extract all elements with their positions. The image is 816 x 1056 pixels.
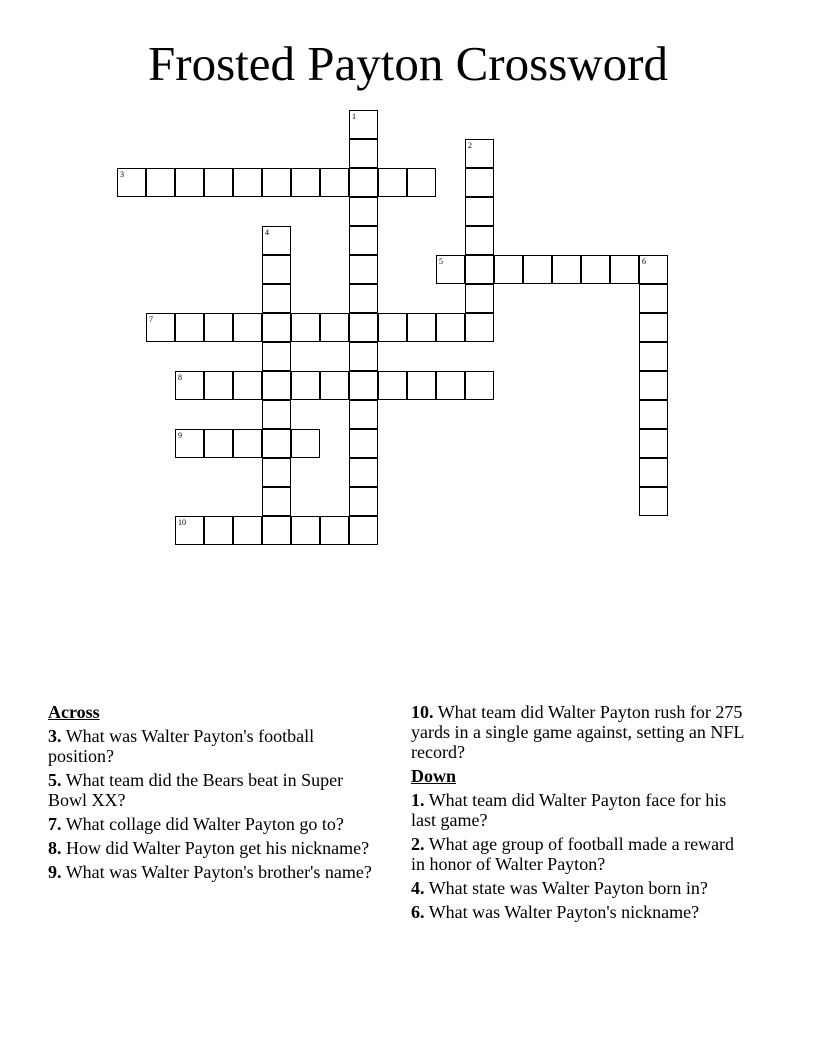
crossword-cell[interactable] [639,400,668,429]
clue-number: 9. [48,862,62,882]
crossword-cell[interactable] [407,313,436,342]
cell-number: 1 [352,112,356,121]
crossword-cell[interactable] [639,284,668,313]
crossword-cell[interactable] [117,168,146,197]
crossword-cell[interactable] [320,313,349,342]
crossword-cell[interactable] [204,516,233,545]
crossword-cell[interactable] [465,255,494,284]
clue-across-9 [48,862,378,882]
crossword-cell[interactable] [291,168,320,197]
crossword-cell[interactable] [639,255,668,284]
clue-number: 7. [48,814,62,834]
crossword-cell[interactable] [291,313,320,342]
crossword-cell[interactable] [175,371,204,400]
crossword-cell[interactable] [233,313,262,342]
crossword-cell[interactable] [610,255,639,284]
crossword-cell[interactable] [436,371,465,400]
crossword-cell[interactable] [175,516,204,545]
crossword-cell[interactable] [291,516,320,545]
crossword-cell[interactable] [262,487,291,516]
crossword-cell[interactable] [465,197,494,226]
clue-text: How did Walter Payton get his nickname? [66,838,370,858]
crossword-cell[interactable] [233,371,262,400]
crossword-cell[interactable] [262,342,291,371]
clue-number: 3. [48,726,62,746]
cell-number: 10 [178,518,186,527]
clue-across-10 [411,702,751,762]
clue-text: What team did Walter Payton face for his last game? [411,790,727,830]
crossword-cell[interactable] [262,168,291,197]
clue-text: What team did the Bears beat in Super Bowl XX? [48,770,344,810]
clue-text: What was Walter Payton's football position? [48,726,315,766]
crossword-cell[interactable] [639,458,668,487]
clue-number: 2. [411,834,425,854]
crossword-cell[interactable] [349,429,378,458]
crossword-cell[interactable] [639,371,668,400]
crossword-cell[interactable] [349,400,378,429]
cell-number: 4 [265,228,269,237]
clue-across-7 [48,814,378,834]
clue-down-2 [411,834,751,874]
crossword-cell[interactable] [349,284,378,313]
crossword-cell[interactable] [552,255,581,284]
crossword-cell[interactable] [436,313,465,342]
down-heading: Down [411,766,457,786]
crossword-cell[interactable] [523,255,552,284]
crossword-cell[interactable] [262,255,291,284]
crossword-cell[interactable] [233,516,262,545]
clue-across-5 [48,770,378,810]
crossword-cell[interactable] [291,371,320,400]
crossword-cell[interactable] [349,342,378,371]
cell-number: 6 [642,257,646,266]
crossword-cell[interactable] [320,168,349,197]
crossword-cell[interactable] [233,429,262,458]
clue-number: 6. [411,902,425,922]
crossword-cell[interactable] [262,313,291,342]
clue-across-8 [48,838,378,858]
crossword-cell[interactable] [262,226,291,255]
crossword-cell[interactable] [320,516,349,545]
cell-number: 8 [178,373,182,382]
crossword-cell[interactable] [349,226,378,255]
crossword-cell[interactable] [349,458,378,487]
clue-down-6 [411,902,751,922]
crossword-cell[interactable] [204,371,233,400]
clue-across-3 [48,726,378,766]
crossword-cell[interactable] [291,429,320,458]
crossword-cell[interactable] [378,313,407,342]
clue-number: 10. [411,702,434,722]
page-title: Frosted Payton Crossword [148,36,668,91]
crossword-cell[interactable] [204,168,233,197]
crossword-cell[interactable] [639,429,668,458]
crossword-cell[interactable] [349,110,378,139]
clues-right-column [411,702,751,926]
clue-number: 1. [411,790,425,810]
cell-number: 9 [178,431,182,440]
clue-text: What collage did Walter Payton go to? [65,814,344,834]
crossword-cell[interactable] [349,168,378,197]
crossword-cell[interactable] [233,168,262,197]
crossword-cell[interactable] [436,255,465,284]
clue-down-4 [411,878,751,898]
clue-text: What was Walter Payton's nickname? [428,902,700,922]
crossword-cell[interactable] [262,284,291,313]
crossword-cell[interactable] [378,371,407,400]
crossword-cell[interactable] [146,313,175,342]
crossword-cell[interactable] [349,371,378,400]
crossword-cell[interactable] [262,400,291,429]
crossword-cell[interactable] [349,139,378,168]
crossword-cell[interactable] [378,168,407,197]
crossword-cell[interactable] [204,313,233,342]
crossword-cell[interactable] [639,313,668,342]
crossword-cell[interactable] [465,139,494,168]
crossword-cell[interactable] [349,487,378,516]
crossword-cell[interactable] [494,255,523,284]
crossword-cell[interactable] [262,429,291,458]
crossword-cell[interactable] [465,371,494,400]
crossword-cell[interactable] [175,313,204,342]
crossword-cell[interactable] [581,255,610,284]
crossword-cell[interactable] [349,197,378,226]
crossword-cell[interactable] [465,313,494,342]
cell-number: 3 [120,170,124,179]
cell-number: 7 [149,315,153,324]
clue-text: What team did Walter Payton rush for 275 yards in a single game against, setting an NFL record? [411,702,744,762]
crossword-cell[interactable] [204,429,233,458]
crossword-cell[interactable] [639,342,668,371]
clue-number: 5. [48,770,62,790]
clue-number: 8. [48,838,62,858]
clue-text: What state was Walter Payton born in? [428,878,708,898]
crossword-cell[interactable] [407,371,436,400]
crossword-cell[interactable] [262,371,291,400]
clues-left-column [48,702,378,886]
crossword-cell[interactable] [175,168,204,197]
crossword-cell[interactable] [639,487,668,516]
crossword-cell[interactable] [146,168,175,197]
crossword-cell[interactable] [465,284,494,313]
clue-text: What age group of football made a reward in honor of Walter Payton? [411,834,735,874]
clue-number: 4. [411,878,425,898]
crossword-cell[interactable] [465,168,494,197]
crossword-cell[interactable] [262,458,291,487]
crossword-cell[interactable] [407,168,436,197]
crossword-cell[interactable] [349,255,378,284]
crossword-cell[interactable] [175,429,204,458]
cell-number: 5 [439,257,443,266]
crossword-cell[interactable] [349,516,378,545]
crossword-cell[interactable] [349,313,378,342]
clue-text: What was Walter Payton's brother's name? [65,862,372,882]
crossword-cell[interactable] [262,516,291,545]
cell-number: 2 [468,141,472,150]
across-heading: Across [48,702,100,722]
crossword-cell[interactable] [465,226,494,255]
crossword-cell[interactable] [320,371,349,400]
clue-down-1 [411,790,751,830]
